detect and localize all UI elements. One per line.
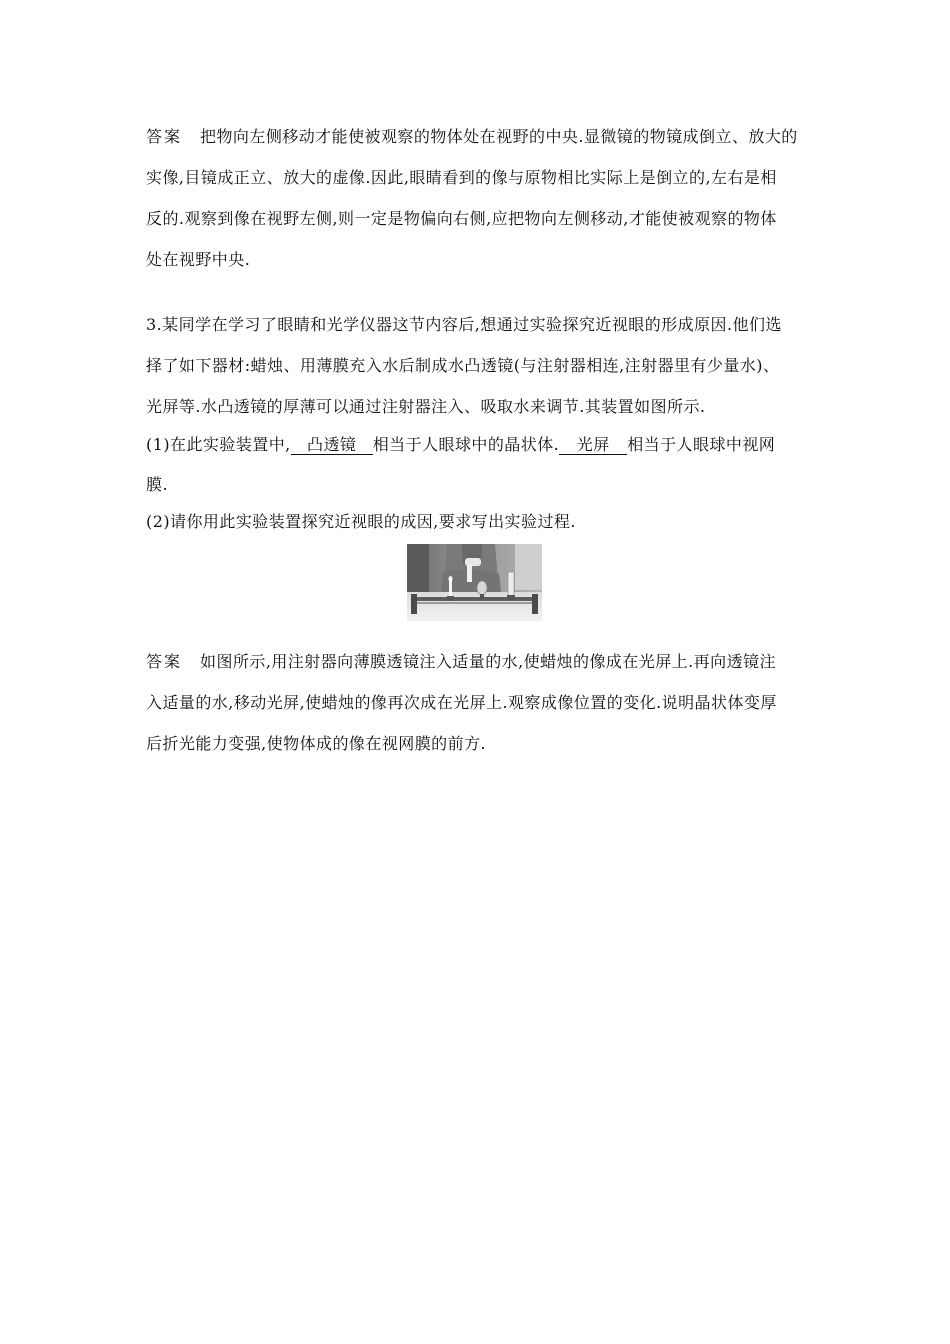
answer3-line-1 <box>146 652 816 672</box>
question3-line-1: 3.某同学在学习了眼睛和光学仪器这节内容后,想通过实验探究近视眼的形成原因.他们选 <box>146 315 782 334</box>
answer1-line-3: 反的.观察到像在视野左侧,则一定是物偏向右侧,应把物向左侧移动,才能使被观察的物体 <box>146 209 777 228</box>
question3-line-3: 光屏等.水凸透镜的厚薄可以通过注射器注入、吸取水来调节.其装置如图所示. <box>146 397 706 416</box>
answer3-tag: 答案 <box>146 652 183 671</box>
question3-part2: (2)请你用此实验装置探究近视眼的成因,要求写出实验过程. <box>146 512 576 531</box>
answer-blank-screen: 光屏 <box>559 436 627 455</box>
answer3-text-1: 如图所示,用注射器向薄膜透镜注入适量的水,使蜡烛的像成在光屏上.再向透镜注 <box>200 652 776 671</box>
answer1-line-4: 处在视野中央. <box>146 250 251 269</box>
answer1-text-1: 把物向左侧移动才能使被观察的物体处在视野的中央.显微镜的物镜成倒立、放大的 <box>200 127 798 146</box>
answer3-line-3: 后折光能力变强,使物体成的像在视网膜的前方. <box>146 734 487 753</box>
answer1-tag: 答案 <box>146 127 183 146</box>
experiment-apparatus-image <box>407 544 542 621</box>
answer1-line-2: 实像,目镜成正立、放大的虚像.因此,眼睛看到的像与原物相比实际上是倒立的,左右是相 <box>146 168 777 187</box>
answer3-line-2: 入适量的水,移动光屏,使蜡烛的像再次成在光屏上.观察成像位置的变化.说明晶状体变厚 <box>146 693 777 712</box>
answer1-line-1 <box>146 127 816 147</box>
part1-suffix: 相当于人眼球中视网 <box>627 435 776 454</box>
question3-line-2: 择了如下器材:蜡烛、用薄膜充入水后制成水凸透镜(与注射器相连,注射器里有少量水)、 <box>146 356 780 375</box>
part1-prefix: (1)在此实验装置中, <box>146 435 291 454</box>
experiment-photo <box>407 544 542 621</box>
answer-blank-convex-lens: 凸透镜 <box>291 436 373 455</box>
question3-part1-continuation: 膜. <box>146 475 168 494</box>
part1-middle: 相当于人眼球中的晶状体. <box>372 435 560 454</box>
question3-part1 <box>146 435 816 455</box>
